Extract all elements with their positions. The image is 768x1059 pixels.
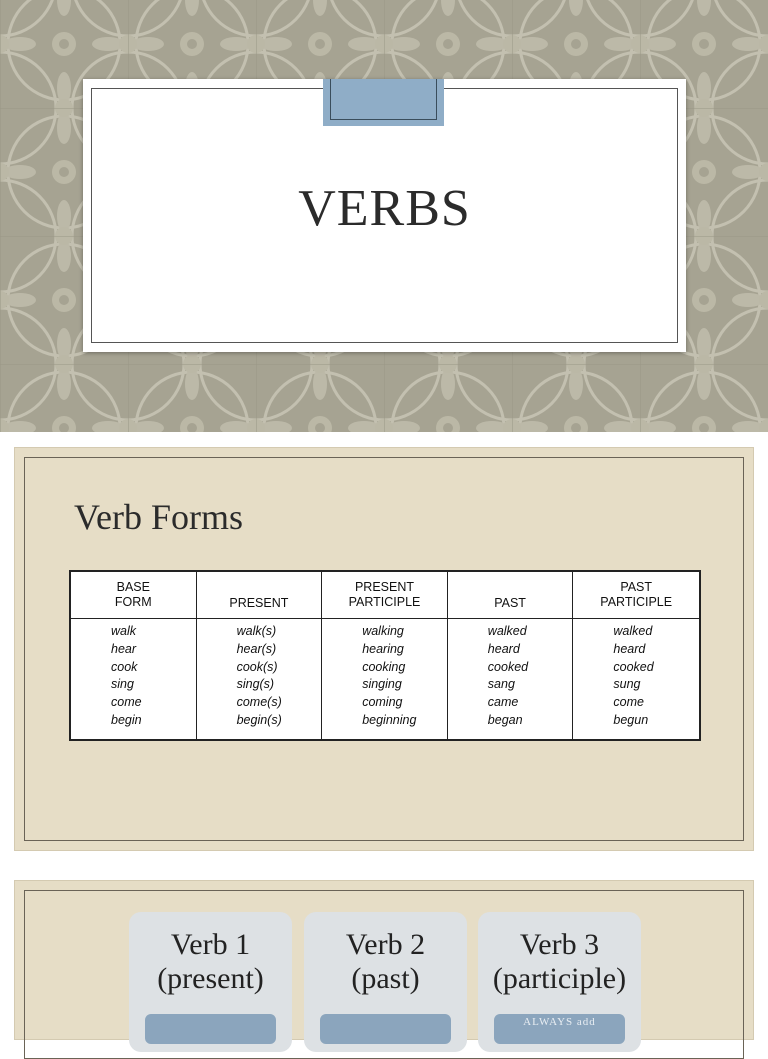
table-cell: singing	[362, 677, 402, 692]
table-cell: cook	[111, 659, 138, 674]
table-cell: cooking	[362, 659, 406, 674]
table-cell: hear(s)	[236, 641, 277, 656]
column-header	[448, 596, 573, 611]
verb-card-bar-text: ALWAYS add	[523, 1016, 596, 1028]
table-column	[71, 572, 197, 739]
table-cell: come	[613, 695, 644, 710]
table-cell: beginning	[362, 712, 417, 727]
table-cell: begin(s)	[236, 712, 282, 727]
table-cell: begun	[613, 712, 649, 727]
column-header-line: PRESENT	[354, 580, 414, 594]
slide-title: VERBS	[298, 180, 471, 237]
table-cell: walked	[613, 624, 653, 638]
column-header-line: BASE	[116, 580, 150, 594]
verb-card-title-line: Verb 1	[170, 928, 251, 961]
title-slide	[0, 0, 768, 432]
table-cell: sing(s)	[236, 677, 275, 692]
verb-card-title	[478, 928, 641, 996]
table-cell: come	[111, 695, 142, 710]
table-cell: walking	[362, 624, 404, 638]
table-cell: sing	[111, 677, 134, 692]
verb-card	[478, 912, 641, 1052]
verb-forms-table	[69, 570, 701, 741]
table-cell: came	[487, 695, 519, 710]
verb-card-bar	[145, 1014, 276, 1044]
verb-cards-slide	[14, 880, 754, 1040]
column-header-line: PAST	[494, 596, 526, 610]
column-header-line: PARTICIPLE	[348, 595, 421, 609]
slide-heading: Verb Forms	[74, 497, 243, 537]
verb-card-subtitle-line: (past)	[351, 962, 420, 995]
table-cell: cooked	[487, 659, 529, 674]
verb-card-title-line: Verb 2	[345, 928, 426, 961]
verb-card	[304, 912, 467, 1052]
table-cell: walk	[111, 624, 137, 638]
verb-card	[129, 912, 292, 1052]
column-header	[573, 580, 699, 610]
verb-card-bar	[494, 1014, 625, 1044]
table-cell: coming	[362, 695, 403, 710]
table-column	[322, 572, 448, 739]
table-cell: begin	[111, 712, 142, 727]
table-cell: hearing	[362, 641, 404, 656]
column-header	[322, 580, 447, 610]
verb-card-title	[304, 928, 467, 996]
table-cell: sung	[613, 677, 641, 692]
table-cell: cooked	[613, 659, 654, 674]
table-cell: heard	[613, 641, 646, 656]
table-cell: heard	[487, 641, 520, 656]
column-header-line: FORM	[114, 595, 152, 609]
table-cell: walk(s)	[236, 624, 277, 638]
verb-forms-slide	[14, 447, 754, 851]
column-header-line: PRESENT	[229, 596, 289, 610]
title-card	[83, 79, 686, 352]
column-header-line: PAST	[620, 580, 653, 594]
table-cell: walked	[487, 624, 527, 638]
table-cell: began	[487, 712, 523, 727]
table-cell: cook(s)	[236, 659, 278, 674]
column-header	[197, 596, 322, 611]
verb-card-subtitle-line: (present)	[157, 962, 264, 995]
table-cell: hear	[111, 641, 137, 656]
verb-card-bar	[320, 1014, 451, 1044]
table-cell: come(s)	[236, 695, 282, 710]
table-cell: sang	[487, 677, 515, 692]
table-column	[448, 572, 574, 739]
column-header-line: PARTICIPLE	[600, 595, 673, 609]
column-header	[71, 580, 196, 610]
title-tab-accent	[323, 79, 444, 126]
table-column	[573, 572, 699, 739]
verb-card-title-line: Verb 3	[519, 928, 600, 961]
verb-card-subtitle-line: (participle)	[492, 962, 627, 995]
table-column	[197, 572, 323, 739]
verb-card-title	[129, 928, 292, 996]
